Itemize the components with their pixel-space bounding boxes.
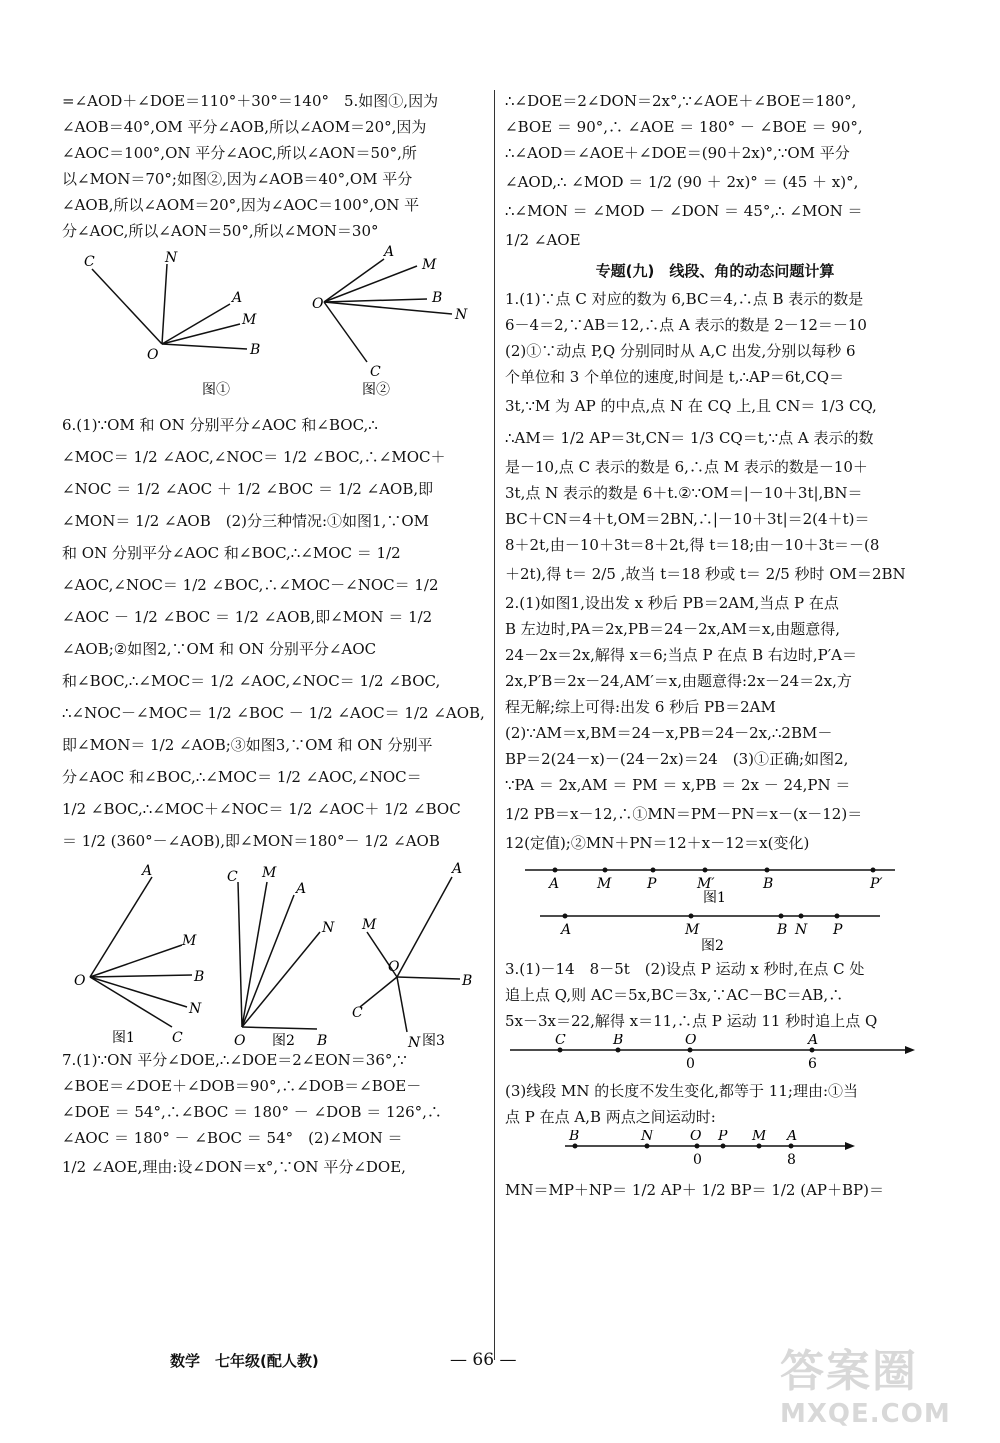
- nl-label: P: [647, 876, 657, 892]
- nl-tick: 6: [808, 1056, 817, 1072]
- text-line: 2x,P′B＝2x－24,AM′＝x,由题意得:2x－24＝2x,方: [505, 672, 852, 690]
- text-line: ∠AOC,∠NOC＝ 1/2 ∠BOC,∴∠MOC－∠NOC＝ 1/2: [62, 576, 439, 594]
- nl-tick: 0: [686, 1056, 695, 1072]
- text-line: ∠AOB,所以∠AOM＝20°,因为∠AOC＝100°,ON 平: [62, 196, 420, 214]
- text-line: =∠AOD＋∠DOE＝110°＋30°＝140° 5.如图①,因为: [62, 92, 439, 110]
- fig-label: M: [422, 257, 437, 273]
- text-line: 点 P 在点 A,B 两点之间运动时:: [505, 1108, 716, 1126]
- nl-label: M: [685, 922, 700, 938]
- fig-caption: 图2: [272, 1033, 295, 1047]
- fig-label: M: [182, 933, 197, 949]
- watermark-logo: [780, 1335, 990, 1435]
- footer-subject: 数学 七年级(配人教): [170, 1352, 319, 1370]
- number-line-fig1: [525, 868, 895, 907]
- number-line-4: [505, 1130, 925, 1174]
- column-divider: [494, 90, 495, 1360]
- fig-caption: 图3: [422, 1033, 445, 1047]
- nl-label: N: [641, 1130, 654, 1144]
- text-line: ∠BOE＝∠DOE＋∠DOB＝90°,∴∠DOB＝∠BOE－: [62, 1077, 422, 1095]
- fig-label: A: [452, 861, 463, 877]
- text-line: ＋2t),得 t＝ 2/5 ,故当 t＝18 秒或 t＝ 2/5 秒时 OM＝2BN: [505, 565, 906, 583]
- fig-label: B: [250, 342, 261, 358]
- fig-label: N: [455, 307, 468, 323]
- text-line: 1/2 PB＝x－12,∴①MN＝PM－PN＝x－(x－12)＝: [505, 805, 863, 823]
- text-line: 3.(1)－14 8－5t (2)设点 P 运动 x 秒时,在点 C 处: [505, 960, 865, 978]
- figure-2: [227, 865, 335, 1047]
- fig-label: A: [384, 244, 395, 260]
- nl-label: M: [752, 1130, 767, 1144]
- fig-label: C: [84, 254, 95, 270]
- text-line: ∠BOE ＝ 90°,∴ ∠AOE ＝ 180° － ∠BOE ＝ 90°,: [505, 118, 863, 136]
- text-line: 1/2 ∠AOE,理由:设∠DON＝x°,∵ON 平分∠DOE,: [62, 1158, 406, 1176]
- nl-label: O: [685, 1034, 697, 1048]
- text-line: (3)线段 MN 的长度不发生变化,都等于 11;理由:①当: [505, 1082, 858, 1100]
- text-line: ∠AOC＝100°,ON 平分∠AOC,所以∠AON＝50°,所: [62, 144, 417, 162]
- nl-label: B: [569, 1130, 580, 1144]
- text-line: ∴∠DOE＝2∠DON＝2x°,∵∠AOE＋∠BOE＝180°,: [505, 92, 857, 110]
- figure-2-circled: [312, 244, 468, 398]
- figure-1: [74, 863, 204, 1046]
- nl-label: B: [613, 1034, 624, 1048]
- text-line: ∴∠NOC－∠MOC＝ 1/2 ∠BOC － 1/2 ∠AOC＝ 1/2 ∠AOB,: [62, 704, 485, 722]
- text-line: B 左边时,PA＝2x,PB＝24－2x,AM＝x,由题意得,: [505, 620, 841, 638]
- fig-label: C: [172, 1030, 183, 1046]
- fig-label: M: [262, 865, 277, 881]
- text-line: 8＋2t,由－10＋3t＝8＋2t,得 t＝18;由－10＋3t＝－(8: [505, 536, 880, 554]
- text-line: 和 ON 分别平分∠AOC 和∠BOC,∴∠MOC ＝ 1/2: [62, 544, 401, 562]
- text-line: 5x－3x＝22,解得 x＝11,∴点 P 运动 11 秒时追上点 Q: [505, 1012, 878, 1030]
- text-line: ∴∠MON ＝ ∠MOD － ∠DON ＝ 45°,∴ ∠MON ＝: [505, 202, 863, 220]
- nl-label: B: [777, 922, 788, 938]
- nl-label: M: [597, 876, 612, 892]
- nl-label: M′: [697, 876, 715, 892]
- fig-label: B: [194, 969, 205, 985]
- fig-label: M: [362, 917, 377, 933]
- nl-label: C: [555, 1034, 566, 1048]
- nl-tick: 0: [693, 1152, 702, 1168]
- fig-label: C: [227, 869, 238, 885]
- nl-caption: 图2: [701, 938, 724, 954]
- section-heading: 专题(九) 线段、角的动态问题计算: [595, 262, 835, 280]
- text-line: ＝ 1/2 (360°－∠AOB),即∠MON＝180°－ 1/2 ∠AOB: [62, 832, 440, 850]
- fig-label: O: [312, 296, 324, 312]
- fig-label: N: [322, 920, 335, 936]
- text-line: 7.(1)∵ON 平分∠DOE,∴∠DOE＝2∠EON＝36°,∵: [62, 1051, 407, 1069]
- fig-caption: 图1: [112, 1030, 135, 1046]
- fig-label: B: [462, 973, 473, 989]
- text-line: ∠MON＝ 1/2 ∠AOB (2)分三种情况:①如图1,∵OM: [62, 512, 430, 530]
- text-line: ∠DOE ＝ 54°,∴∠BOC ＝ 180° － ∠DOB ＝ 126°,∴: [62, 1103, 442, 1121]
- text-line: 即∠MON＝ 1/2 ∠AOB;③如图3,∵OM 和 ON 分别平: [62, 736, 433, 754]
- text-line: ∠NOC ＝ 1/2 ∠AOC ＋ 1/2 ∠BOC ＝ 1/2 ∠AOB,即: [62, 480, 434, 498]
- text-line: 和∠BOC,∴∠MOC＝ 1/2 ∠AOC,∠NOC＝ 1/2 ∠BOC,: [62, 672, 441, 690]
- text-line: 1/2 ∠BOC,∴∠MOC＋∠NOC＝ 1/2 ∠AOC＋ 1/2 ∠BOC: [62, 800, 461, 818]
- fig-label: O: [147, 347, 159, 363]
- text-line: 12(定值);②MN＋PN＝12＋x－12＝x(变化): [505, 834, 810, 852]
- text-line: 1.(1)∵点 C 对应的数为 6,BC＝4,∴点 B 表示的数是: [505, 290, 864, 308]
- text-line: ∠AOC ＝ 180° － ∠BOC ＝ 54° (2)∠MON ＝: [62, 1129, 403, 1147]
- text-line: 2.(1)如图1,设出发 x 秒后 PB＝2AM,当点 P 在点: [505, 594, 839, 612]
- number-line-3: [505, 1034, 925, 1078]
- fig-label: N: [165, 250, 178, 266]
- nl-label: P: [833, 922, 843, 938]
- text-line: (2)①∵动点 P,Q 分别同时从 A,C 出发,分别以每秒 6: [505, 342, 856, 360]
- text-line: BP＝2(24－x)－(24－2x)＝24 (3)①正确;如图2,: [505, 750, 849, 768]
- fig-label: O: [234, 1033, 246, 1047]
- nl-label: B: [763, 876, 774, 892]
- nl-tick: 8: [787, 1152, 796, 1168]
- text-line: 24－2x＝2x,解得 x＝6;当点 P 在点 B 右边时,P′A＝: [505, 646, 857, 664]
- nl-label: A: [808, 1034, 819, 1048]
- fig-label: C: [370, 364, 381, 380]
- number-lines-1-2: [505, 856, 925, 956]
- nl-label: A: [787, 1130, 798, 1144]
- figure-pair-a: [62, 244, 492, 409]
- text-line: BC＋CN＝4＋t,OM＝2BN,∴|－10＋3t|＝2(4＋t)＝: [505, 510, 870, 528]
- nl-label: A: [561, 922, 572, 938]
- text-line: (2)∵AM＝x,BM＝24－x,PB＝24－2x,∴2BM－: [505, 724, 833, 742]
- fig-label: M: [242, 312, 257, 328]
- fig-label: O: [388, 959, 400, 975]
- fig-caption: 图①: [202, 382, 230, 398]
- text-line: ∴AM＝ 1/2 AP＝3t,CN＝ 1/3 CQ＝t,∵点 A 表示的数: [505, 429, 874, 447]
- text-line: 分∠AOC 和∠BOC,∴∠MOC＝ 1/2 ∠AOC,∠NOC＝: [62, 768, 422, 786]
- right-column: [505, 88, 925, 1206]
- fig-label: A: [142, 863, 153, 879]
- figure-1-circled: [84, 250, 260, 398]
- watermark-title: 答案圈: [780, 1346, 918, 1397]
- nl-label: N: [795, 922, 808, 938]
- text-line: ∠MOC＝ 1/2 ∠AOC,∠NOC＝ 1/2 ∠BOC,∴∠MOC＋: [62, 448, 446, 466]
- text-line: MN＝MP＋NP＝ 1/2 AP＋ 1/2 BP＝ 1/2 (AP＋BP)＝: [505, 1181, 884, 1199]
- text-line: 以∠MON＝70°;如图②,因为∠AOB＝40°,OM 平分: [62, 170, 413, 188]
- fig-label: O: [74, 973, 86, 989]
- page-number: — 66 —: [450, 1350, 517, 1370]
- text-line: ∴∠AOD＝∠AOE＋∠DOE＝(90＋2x)°,∵OM 平分: [505, 144, 850, 162]
- nl-label: O: [690, 1130, 702, 1144]
- fig-label: C: [352, 1005, 363, 1021]
- text-line: 3t,点 N 表示的数是 6＋t.②∵OM＝|－10＋3t|,BN＝: [505, 484, 863, 502]
- fig-label: A: [296, 881, 307, 897]
- figure-3: [352, 861, 472, 1047]
- nl-label: P: [718, 1130, 728, 1144]
- fig-label: N: [189, 1001, 202, 1017]
- fig-label: B: [317, 1033, 328, 1047]
- text-line: ∠AOB＝40°,OM 平分∠AOB,所以∠AOM＝20°,因为: [62, 118, 427, 136]
- number-line-fig2: [540, 914, 880, 955]
- text-line: 1/2 ∠AOE: [505, 231, 581, 249]
- text-line: 是－10,点 C 表示的数是 6,∴点 M 表示的数是－10＋: [505, 458, 868, 476]
- fig-label: B: [432, 290, 443, 306]
- text-line: 个单位和 3 个单位的速度,时间是 t,∴AP＝6t,CQ＝: [505, 368, 844, 386]
- fig-caption: 图②: [362, 382, 390, 398]
- text-line: ∠AOC － 1/2 ∠BOC ＝ 1/2 ∠AOB,即∠MON ＝ 1/2: [62, 608, 433, 626]
- text-line: 追上点 Q,则 AC＝5x,BC＝3x,∵AC－BC＝AB,∴: [505, 986, 844, 1004]
- fig-label: A: [232, 290, 243, 306]
- figure-triple: [62, 857, 492, 1047]
- text-line: 分∠AOC,所以∠AON＝50°,所以∠MON＝30°: [62, 222, 379, 240]
- text-line: ∵PA ＝ 2x,AM ＝ PM ＝ x,PB ＝ 2x － 24,PN ＝: [505, 776, 851, 794]
- nl-label: P′: [870, 876, 883, 892]
- text-line: 6.(1)∵OM 和 ON 分别平分∠AOC 和∠BOC,∴: [62, 416, 378, 434]
- text-line: ∠AOD,∴ ∠MOD ＝ 1/2 (90 ＋ 2x)° ＝ (45 ＋ x)°,: [505, 173, 859, 191]
- watermark-url: MXQE.COM: [780, 1399, 951, 1429]
- text-line: 6－4＝2,∵AB＝12,∴点 A 表示的数是 2－12＝－10: [505, 316, 867, 334]
- text-line: ∠AOB;②如图2,∵OM 和 ON 分别平分∠AOC: [62, 640, 377, 658]
- left-column: [62, 88, 492, 1183]
- nl-label: A: [549, 876, 560, 892]
- fig-label: N: [408, 1035, 421, 1047]
- nl-caption: 图1: [703, 890, 726, 906]
- text-line: 3t,∵M 为 AP 的中点,点 N 在 CQ 上,且 CN＝ 1/3 CQ,: [505, 397, 877, 415]
- text-line: 程无解;综上可得:出发 6 秒后 PB＝2AM: [505, 698, 776, 716]
